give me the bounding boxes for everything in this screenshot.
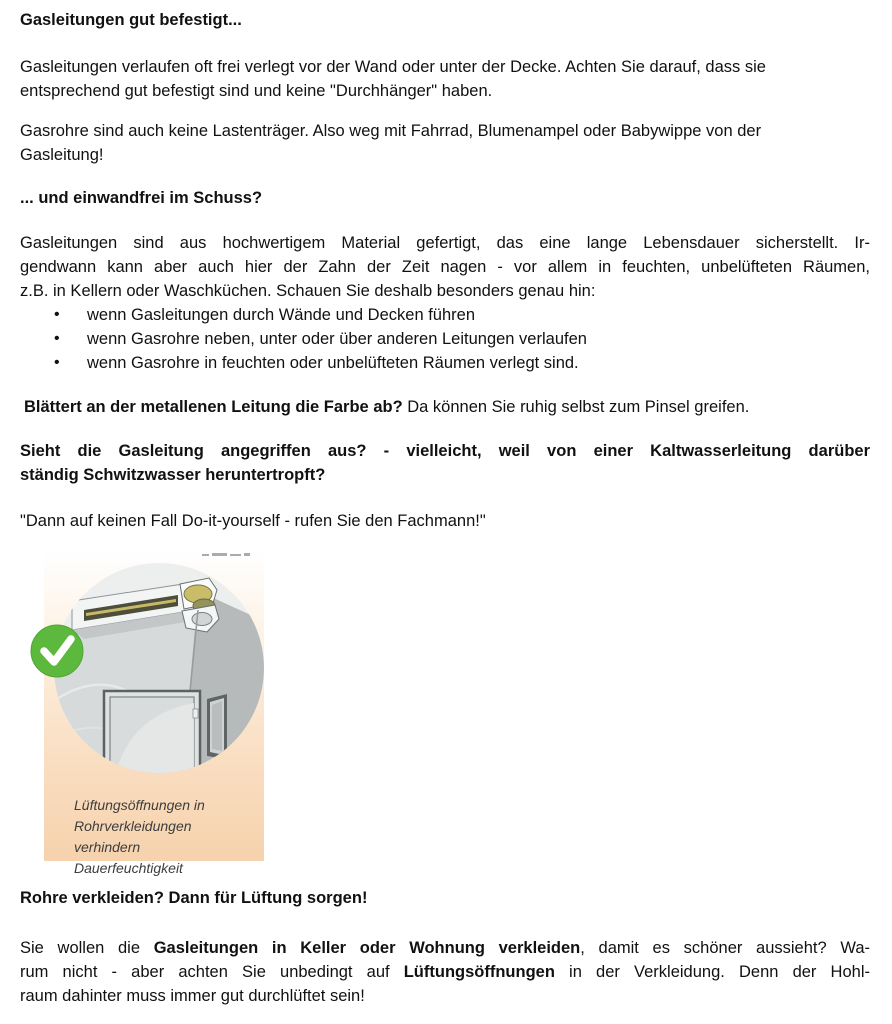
normal-text: , damit es schöner aussieht? Wa- [580, 939, 870, 957]
heading-rohre-verkleiden: Rohre verkleiden? Dann für Lüftung sorgen! [20, 889, 368, 907]
text-line: Gasleitungen sind aus hochwertigem Material gefertigt, das eine lange Lebensdauer sicherstellt. Ir- [20, 234, 870, 252]
text-line [20, 936, 870, 960]
figure-ventilation-illustration [30, 551, 270, 876]
paragraph-material [20, 231, 870, 303]
paragraph-angegriffen [20, 439, 870, 487]
list-item-text: wenn Gasrohre in feuchten oder unbelüfteten Räumen verlegt sind. [87, 354, 579, 372]
text-line: Gasleitungen verlaufen oft frei verlegt vor der Wand oder unter der Decke. Achten Sie darauf, dass sie [20, 58, 766, 76]
text-line: raum dahinter muss immer gut durchlüftet sein! [20, 987, 365, 1005]
paragraph-frei-verlegt [20, 55, 870, 103]
bullet-icon: • [54, 306, 60, 323]
bullet-list [20, 303, 870, 375]
text-line [20, 960, 870, 984]
list-item [20, 327, 870, 351]
normal-text: Sie wollen die [20, 939, 154, 957]
text-line: "Dann auf keinen Fall Do-it-yourself - rufen Sie den Fachmann!" [20, 512, 486, 530]
list-item-text: wenn Gasrohre neben, unter oder über anderen Leitungen verlaufen [87, 330, 587, 348]
checkmark-icon [31, 625, 83, 677]
heading-gasleitungen-befestigt: Gasleitungen gut befestigt... [20, 11, 242, 29]
caption-line: Rohrverkleidungen verhindern [74, 818, 192, 855]
normal-text: Da können Sie ruhig selbst zum Pinsel greifen. [402, 398, 750, 416]
list-item [20, 351, 870, 375]
caption-line: Dauerfeuchtigkeit [74, 860, 183, 876]
normal-text: rum nicht - aber achten Sie unbedingt auf [20, 963, 404, 981]
text-line: gendwann kann aber auch hier der Zahn der Zeit nagen - vor allem in feuchten, unbelüfteten Räumen, [20, 258, 870, 276]
bold-text: Lüftungsöffnungen [403, 963, 555, 981]
list-item-text: wenn Gasleitungen durch Wände und Decken führen [87, 306, 475, 324]
heading-einwandfrei-im-schuss: ... und einwandfrei im Schuss? [20, 189, 263, 207]
figure-caption [74, 795, 259, 879]
text-line [24, 395, 870, 419]
text-line: Sieht die Gasleitung angegriffen aus? - vielleicht, weil von einer Kaltwasserleitung darüber [20, 442, 870, 460]
bullet-icon: • [54, 330, 60, 347]
text-line: entsprechend gut befestigt sind und keine "Durchhänger" haben. [20, 82, 493, 100]
normal-text: in der Verkleidung. Denn der Hohl- [554, 963, 870, 981]
text-line: Gasleitung! [20, 146, 104, 164]
text-line: z.B. in Kellern oder Waschküchen. Schauen Sie deshalb besonders genau hin: [20, 282, 596, 300]
bullet-icon: • [54, 354, 60, 371]
paragraph-farbe-ab [20, 395, 870, 419]
paragraph-verkleiden [20, 936, 870, 1008]
text-line: Gasrohre sind auch keine Lastenträger. Also weg mit Fahrrad, Blumenampel oder Babywippe von der [20, 122, 762, 140]
bold-text: Gasleitungen in Keller oder Wohnung verkleiden [153, 939, 581, 957]
list-item [20, 303, 870, 327]
bold-lead-text: Blättert an der metallenen Leitung die Farbe ab? [24, 398, 403, 416]
paragraph-lastentraeger [20, 119, 870, 167]
side-window [207, 694, 227, 759]
pipe-cutaway [180, 578, 219, 632]
quote-fachmann [20, 509, 870, 533]
text-line: ständig Schwitzwasser heruntertropft? [20, 466, 326, 484]
caption-line: Lüftungsöffnungen in [74, 797, 205, 813]
